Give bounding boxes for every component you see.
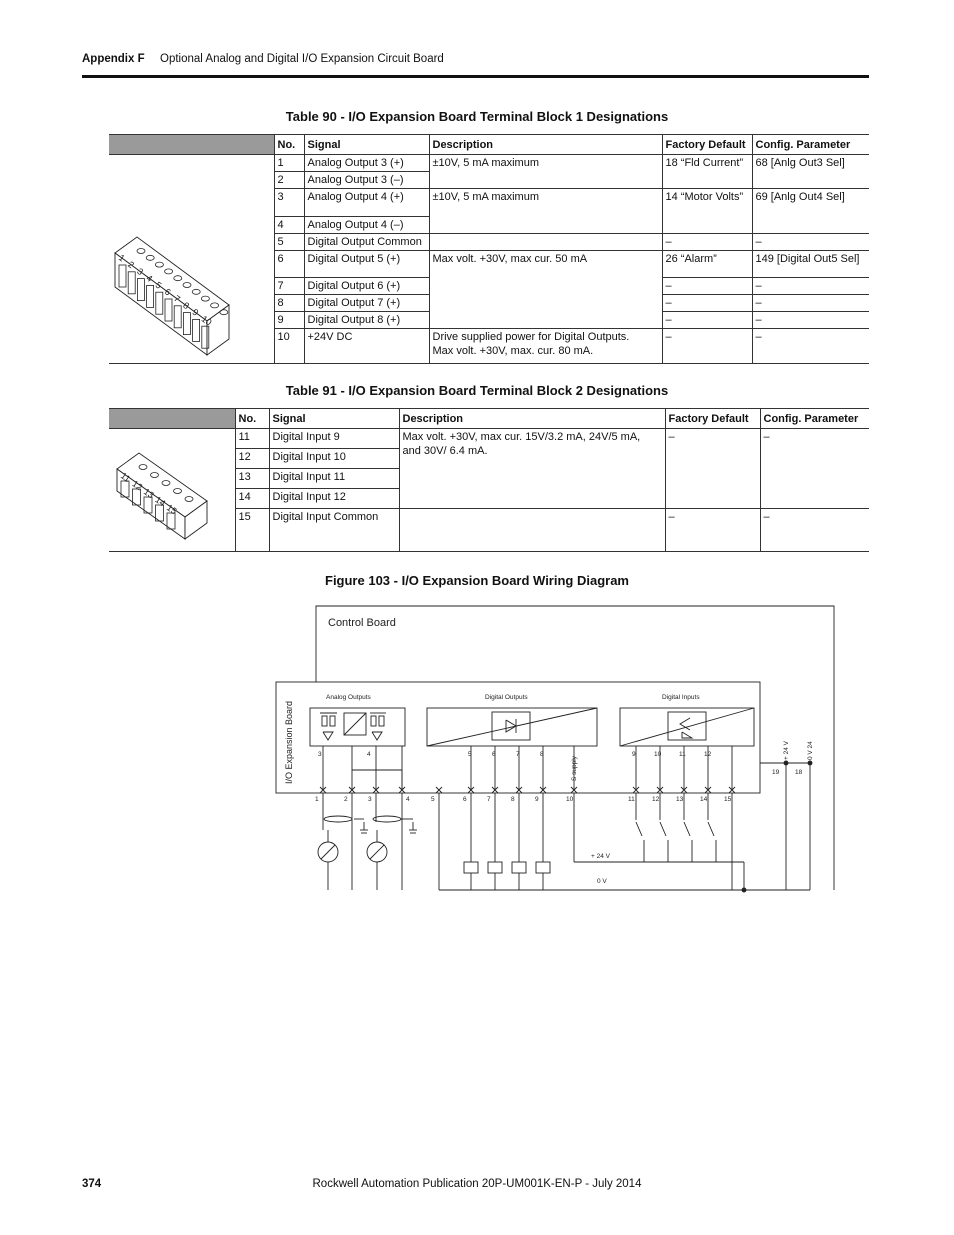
cell-signal: Digital Output Common	[304, 233, 429, 250]
plus24-label: + 24 V	[591, 853, 610, 860]
table90-header-no: No.	[274, 135, 304, 155]
wire	[660, 822, 666, 836]
terminal-label: 11	[118, 470, 133, 484]
shield	[324, 816, 352, 822]
cell-signal: Digital Output 8 (+)	[304, 312, 429, 329]
table91-header-no: No.	[235, 409, 269, 429]
terminal-number: 14	[700, 796, 708, 803]
cell-no: 6	[274, 250, 304, 278]
inner-num-6: 6	[492, 751, 496, 758]
cell-signal: Analog Output 3 (–)	[304, 172, 429, 189]
terminal-label: 8	[181, 300, 192, 312]
cell-signal: Digital Input 11	[269, 469, 399, 489]
cell-param: –	[752, 329, 869, 364]
inner-num-4: 4	[367, 751, 371, 758]
cell-description: Max volt. +30V, max cur. 50 mA	[429, 250, 662, 329]
cell-param: –	[760, 429, 869, 509]
terminal-number: 3	[368, 796, 372, 803]
cell-param: 69 [Anlg Out4 Sel]	[752, 189, 869, 234]
cell-description	[429, 329, 662, 364]
control-board-label: Control Board	[328, 617, 396, 629]
cell-param: –	[752, 278, 869, 295]
wire	[708, 822, 714, 836]
table91-image-header	[109, 409, 235, 429]
cell-default: –	[662, 312, 752, 329]
terminal-number: 15	[724, 796, 732, 803]
cell-signal: Digital Input 9	[269, 429, 399, 449]
cell-no: 15	[235, 509, 269, 552]
cell-no: 12	[235, 449, 269, 469]
junction-dot	[784, 761, 788, 765]
table90-header-description: Description	[429, 135, 662, 155]
cell-signal: Digital Input 12	[269, 489, 399, 509]
terminal-label: 3	[135, 266, 146, 278]
terminal-number: 13	[676, 796, 684, 803]
table91	[109, 408, 869, 552]
terminal-label: 10	[199, 313, 214, 328]
inner-num-19: 19	[772, 769, 780, 776]
analog-outputs-label: Analog Outputs	[326, 694, 371, 701]
cell-description	[399, 509, 665, 552]
terminal-number: 11	[628, 796, 635, 803]
terminal-label: 12	[130, 478, 145, 493]
cell-description: Max volt. +30V, max cur. 15V/3.2 mA, 24V/5 mA, and 30V/ 6.4 mA.	[399, 429, 665, 509]
junction-dot	[742, 888, 746, 892]
cell-param: –	[752, 312, 869, 329]
table91-header-description: Description	[399, 409, 665, 429]
shield	[373, 816, 401, 822]
terminal-block-1-image	[109, 155, 274, 364]
terminal-block-2-illustration	[109, 429, 235, 547]
terminal-number: 7	[487, 796, 491, 803]
cell-no: 5	[274, 233, 304, 250]
cell-signal: Digital Output 7 (+)	[304, 295, 429, 312]
wiring-diagram	[270, 600, 845, 900]
terminal-label: 14	[153, 494, 168, 509]
appendix-label: Appendix F	[82, 53, 145, 65]
cell-param: –	[760, 509, 869, 552]
inner-num-3: 3	[318, 751, 322, 758]
junction-dot	[808, 761, 812, 765]
inner-num-9: 9	[632, 751, 636, 758]
cell-description: ±10V, 5 mA maximum	[429, 189, 662, 234]
figure103-caption: Figure 103 - I/O Expansion Board Wiring Diagram	[325, 573, 629, 588]
terminal-label: 1	[116, 252, 127, 264]
s-supply-label: S supply	[571, 756, 578, 781]
terminal-label: 5	[153, 279, 164, 291]
cell-signal: Digital Output 6 (+)	[304, 278, 429, 295]
wire	[370, 845, 384, 859]
terminal-block-2-image	[109, 429, 235, 552]
cell-param: 68 [Anlg Out3 Sel]	[752, 155, 869, 189]
wire	[684, 822, 690, 836]
terminal-number: 9	[535, 796, 539, 803]
cell-no: 9	[274, 312, 304, 329]
table-row	[109, 155, 869, 172]
table91-header-param: Config. Parameter	[760, 409, 869, 429]
table91-header-default: Factory Default	[665, 409, 760, 429]
cell-description-line1: Drive supplied power for Digital Outputs.	[432, 331, 630, 343]
cell-signal: Digital Input Common	[269, 509, 399, 552]
plus24-vertical-label: + 24 V	[783, 741, 790, 760]
terminal-label: 4	[144, 272, 155, 284]
cell-no: 13	[235, 469, 269, 489]
table90-caption: Table 90 - I/O Expansion Board Terminal Block 1 Designations	[285, 109, 669, 124]
terminal-label: 15	[164, 502, 179, 517]
table90-header-row	[109, 135, 869, 155]
inner-num-5: 5	[468, 751, 472, 758]
analog-outputs-module	[310, 708, 405, 746]
table90-header-param: Config. Parameter	[752, 135, 869, 155]
table90-header-signal: Signal	[304, 135, 429, 155]
terminal-label: 2	[126, 259, 136, 271]
wire	[636, 822, 642, 836]
digital-outputs-label: Digital Outputs	[485, 694, 528, 701]
cell-no: 10	[274, 329, 304, 364]
cell-description: ±10V, 5 mA maximum	[429, 155, 662, 189]
cell-default: –	[662, 295, 752, 312]
page-number: 374	[82, 1178, 102, 1190]
digital-inputs-label: Digital Inputs	[662, 694, 700, 701]
cell-description	[429, 233, 662, 250]
cell-default: –	[665, 509, 760, 552]
cell-no: 11	[235, 429, 269, 449]
cell-no: 2	[274, 172, 304, 189]
terminal-number: 8	[511, 796, 515, 803]
inner-num-12: 12	[704, 751, 712, 758]
control-board-outline	[316, 606, 834, 890]
table90-header-default: Factory Default	[662, 135, 752, 155]
cell-signal: +24V DC	[304, 329, 429, 364]
cell-description-line2: Max volt. +30V, max. cur. 80 mA.	[432, 345, 594, 357]
terminal-number: 2	[344, 796, 348, 803]
cell-no: 8	[274, 295, 304, 312]
relay-coil	[536, 862, 550, 873]
zero-v24-label: 0 V 24	[807, 741, 814, 760]
terminal-number: 10	[566, 796, 574, 803]
chapter-title: Optional Analog and Digital I/O Expansion Circuit Board	[160, 53, 444, 65]
cell-param: –	[752, 295, 869, 312]
terminal-number: 6	[463, 796, 467, 803]
table90	[109, 134, 869, 364]
relay-coil	[512, 862, 526, 873]
inner-num-10: 10	[654, 751, 662, 758]
terminal-block-1-illustration	[109, 155, 274, 359]
table-row	[109, 429, 869, 449]
expansion-board-label: I/O Expansion Board	[284, 700, 294, 784]
zero-v-label: 0 V	[597, 878, 607, 885]
cell-default: –	[662, 233, 752, 250]
cell-param: –	[752, 233, 869, 250]
cell-signal: Analog Output 4 (–)	[304, 216, 429, 233]
terminal-label: 6	[162, 286, 173, 298]
relay-coil	[464, 862, 478, 873]
terminal-label: 13	[141, 486, 156, 501]
relay-coil	[488, 862, 502, 873]
publication-info: Rockwell Automation Publication 20P-UM001K-EN-P - July 2014	[312, 1178, 642, 1190]
cell-signal: Analog Output 4 (+)	[304, 189, 429, 217]
cell-default: –	[662, 278, 752, 295]
cell-default: 26 “Alarm”	[662, 250, 752, 278]
cell-signal: Digital Input 10	[269, 449, 399, 469]
inner-num-7: 7	[516, 751, 520, 758]
cell-no: 3	[274, 189, 304, 217]
cell-default: –	[662, 329, 752, 364]
cell-default: 14 “Motor Volts”	[662, 189, 752, 234]
terminal-number: 12	[652, 796, 660, 803]
terminal-number: 5	[431, 796, 435, 803]
terminal-label: 7	[172, 293, 182, 305]
terminal-mark	[436, 787, 442, 793]
cell-no: 4	[274, 216, 304, 233]
cell-default: –	[665, 429, 760, 509]
header-rule	[82, 75, 869, 78]
inner-num-11: 11	[679, 751, 686, 758]
cell-signal: Digital Output 5 (+)	[304, 250, 429, 278]
inner-num-18: 18	[795, 769, 803, 776]
cell-no: 1	[274, 155, 304, 172]
terminal-label: 9	[190, 306, 201, 318]
cell-signal: Analog Output 3 (+)	[304, 155, 429, 172]
cell-param: 149 [Digital Out5 Sel]	[752, 250, 869, 278]
terminal-number: 1	[315, 796, 319, 803]
cell-default: 18 “Fld Current”	[662, 155, 752, 189]
table91-header-signal: Signal	[269, 409, 399, 429]
table91-caption: Table 91 - I/O Expansion Board Terminal Block 2 Designations	[285, 383, 669, 398]
cell-no: 7	[274, 278, 304, 295]
wire	[321, 845, 335, 859]
table90-image-header	[109, 135, 274, 155]
table91-header-row	[109, 409, 869, 429]
cell-no: 14	[235, 489, 269, 509]
terminal-number: 4	[406, 796, 410, 803]
inner-num-8: 8	[540, 751, 544, 758]
